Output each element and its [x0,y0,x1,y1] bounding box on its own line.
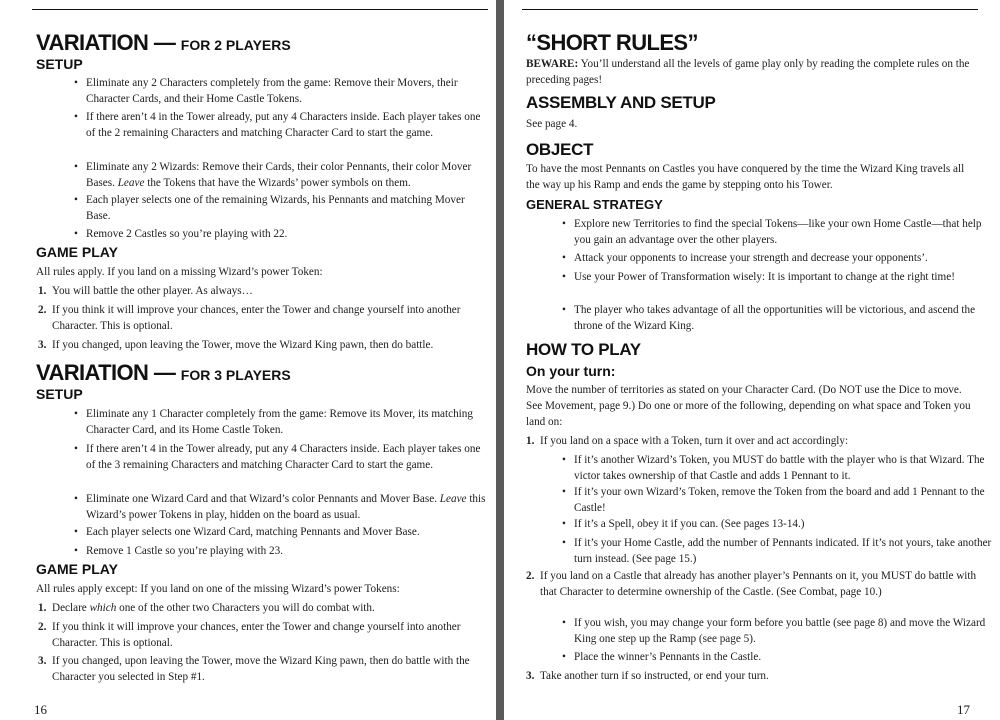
step-text: If you changed, upon leaving the Tower, move the Wizard King pawn, then do battle. [52,339,434,351]
variation-3-setup-bullet-text: this Wizard’s power Tokens in play, hidden on the board as usual. [86,493,486,521]
step-text: You will battle the other player. As always… [52,285,253,297]
on-your-turn-heading: On your turn: [526,363,616,379]
variation-2-step [38,337,496,353]
variation-3-setup-bullet: • Each player selects one Wizard Card, matching Pennants and Mover Base. [74,524,486,540]
variation-2-subtitle: FOR 2 PLAYERS [180,37,291,53]
variation-3-setup-heading: SETUP [36,386,83,402]
variation-3-leave-emphasis: Leave [439,493,467,505]
beware-note [526,56,976,88]
step-text: If you think it will improve your chances, enter the Tower and change yourself into another Character. This is optional. [52,621,461,649]
strategy-heading: GENERAL STRATEGY [526,197,663,212]
turn-step-1-bullet: • If it’s another Wizard’s Token, you MUST do battle with the player who is that Wizard. The victor takes ownership of that Castle and adds 1 Pennant to it. [562,452,992,484]
beware-label: BEWARE: [526,58,579,70]
variation-3-title: VARIATION — [36,360,176,385]
step-text: Take another turn if so instructed, or end your turn. [540,670,769,682]
variation-3-step [38,619,492,651]
step-text: If you land on a space with a Token, turn it over and act accordingly: [540,435,849,447]
variation-2-step [38,302,492,334]
variation-3-setup-bullet [74,491,486,523]
right-page [504,0,1000,720]
variation-2-step [38,283,492,299]
variation-3-step [38,600,492,616]
variation-2-setup-bullet: • Each player selects one of the remaining Wizards, his Pennants and matching Mover Base. [74,192,486,224]
step-number: 3. [38,339,47,351]
turn-step-1-bullet: • If it’s your Home Castle, add the number of Pennants indicated. If it’s not yours, take another turn instead. (See page 15.) [562,535,992,567]
object-text: To have the most Pennants on Castles you have conquered by the time the Wizard King travels all the way up his Ramp and ends the game by stepping onto his Tower. [526,163,965,191]
turn-step [526,433,988,449]
strategy-bullet: • The player who takes advantage of all the opportunities will be victorious, and ascend the throne of the Wizard King. [562,302,984,334]
which-emphasis: which [89,602,117,614]
variation-2-title: VARIATION — [36,30,176,55]
step-text: If you changed, upon leaving the Tower, move the Wizard King pawn, then do battle with the Character you selected in Step #1. [52,655,470,683]
beware-text: You’ll understand all the levels of game play only by reading the complete rules on the preceding pages! [526,58,970,86]
assembly-text: See page 4. [526,118,578,130]
page-number: 16 [34,702,47,717]
variation-2-setup-bullet-text: the Tokens that have the Wizards’ power symbols on them. [144,177,411,189]
variation-2-setup-bullet-text: Eliminate any 2 Wizards: Remove their Cards, their color Pennants, their color Mover Bases. [86,161,472,189]
left-page [0,0,496,720]
variation-2-setup-bullet: • Remove 2 Castles so you’re playing with 22. [74,226,486,242]
variation-3-heading [36,360,291,386]
turn-step [526,668,988,684]
variation-3-subtitle: FOR 3 PLAYERS [180,367,291,383]
short-rules-title: “SHORT RULES” [526,30,698,55]
variation-2-setup-bullet: • If there aren’t 4 in the Tower already, put any 4 Characters inside. Each player takes one of the 2 remaining Characters and matching Character Card to start the game. [74,109,486,141]
object-heading: OBJECT [526,140,594,159]
step-text: one of the other two Characters you will do combat with. [116,602,375,614]
step-number: 1. [38,602,47,614]
strategy-bullet: • Explore new Territories to find the special Tokens—like your own Home Castle—that help you gain an advantage over the other players. [562,216,984,248]
turn-step-1-bullet: • If it’s your own Wizard’s Token, remove the Token from the board and add 1 Pennant to the Castle! [562,484,992,516]
variation-3-setup-bullet: • Eliminate any 1 Character completely from the game: Remove its Mover, its matching Character Card, and its Home Castle Token. [74,406,486,438]
step-text: If you think it will improve your chances, enter the Tower and change yourself into another Character. This is optional. [52,304,461,332]
assembly-heading: ASSEMBLY AND SETUP [526,93,716,112]
top-rule [32,9,488,10]
variation-2-setup-bullet: • Eliminate any 2 Characters completely from the game: Remove their Movers, their Character Cards, and their Home Castle Tokens. [74,75,486,107]
variation-3-setup-bullet: • If there aren’t 4 in the Tower already, put any 4 Characters inside. Each player takes one of the 3 remaining Characters and matching Character Card to start the game. [74,441,486,473]
step-number: 2. [38,304,47,316]
variation-2-heading [36,30,291,56]
page-number: 17 [957,702,970,717]
strategy-bullet: • Attack your opponents to increase your strength and decrease your opponents’. [562,250,984,266]
turn-step-2-bullet: • Place the winner’s Pennants in the Castle. [562,649,992,665]
step-number: 2. [526,570,535,582]
step-number: 3. [526,670,535,682]
turn-step-2-bullet: • If you wish, you may change your form before you battle (see page 8) and move the Wizard King one step up the Ramp (see page 5). [562,615,992,647]
turn-step [526,568,988,600]
variation-2-setup-bullet [74,159,486,191]
variation-2-setup-heading: SETUP [36,56,83,72]
how-to-play-heading: HOW TO PLAY [526,340,641,359]
turn-step-1-bullet: • If it’s a Spell, obey it if you can. (See pages 13-14.) [562,516,992,532]
step-text: Declare [52,602,90,614]
step-number: 3. [38,655,47,667]
step-number: 2. [38,621,47,633]
on-your-turn-text: Move the number of territories as stated on your Character Card. (Do NOT use the Dice to move. See Movement, page 9.) Do one or more of the following, depending on what space and Token you land on: [526,384,971,428]
step-number: 1. [526,435,535,447]
variation-3-gameplay-intro: All rules apply except: If you land on one of the missing Wizard’s power Tokens: [36,583,400,595]
variation-3-step [38,653,492,685]
variation-3-setup-bullet-text: Eliminate one Wizard Card and that Wizard’s color Pennants and Mover Base. [86,493,437,505]
variation-3-gameplay-heading: GAME PLAY [36,561,118,577]
variation-3-setup-bullet: • Remove 1 Castle so you’re playing with 23. [74,543,486,559]
strategy-bullet: • Use your Power of Transformation wisely: It is important to change at the right time! [562,269,984,285]
variation-2-gameplay-intro: All rules apply. If you land on a missing Wizard’s power Token: [36,266,323,278]
variation-2-gameplay-heading: GAME PLAY [36,244,118,260]
step-number: 1. [38,285,47,297]
variation-2-leave-emphasis: Leave [117,177,145,189]
step-text: If you land on a Castle that already has another player’s Pennants on it, you MUST do battle with that Character to determine ownership of the Castle. (See Combat, page 10.) [540,570,977,598]
top-rule [522,9,978,10]
